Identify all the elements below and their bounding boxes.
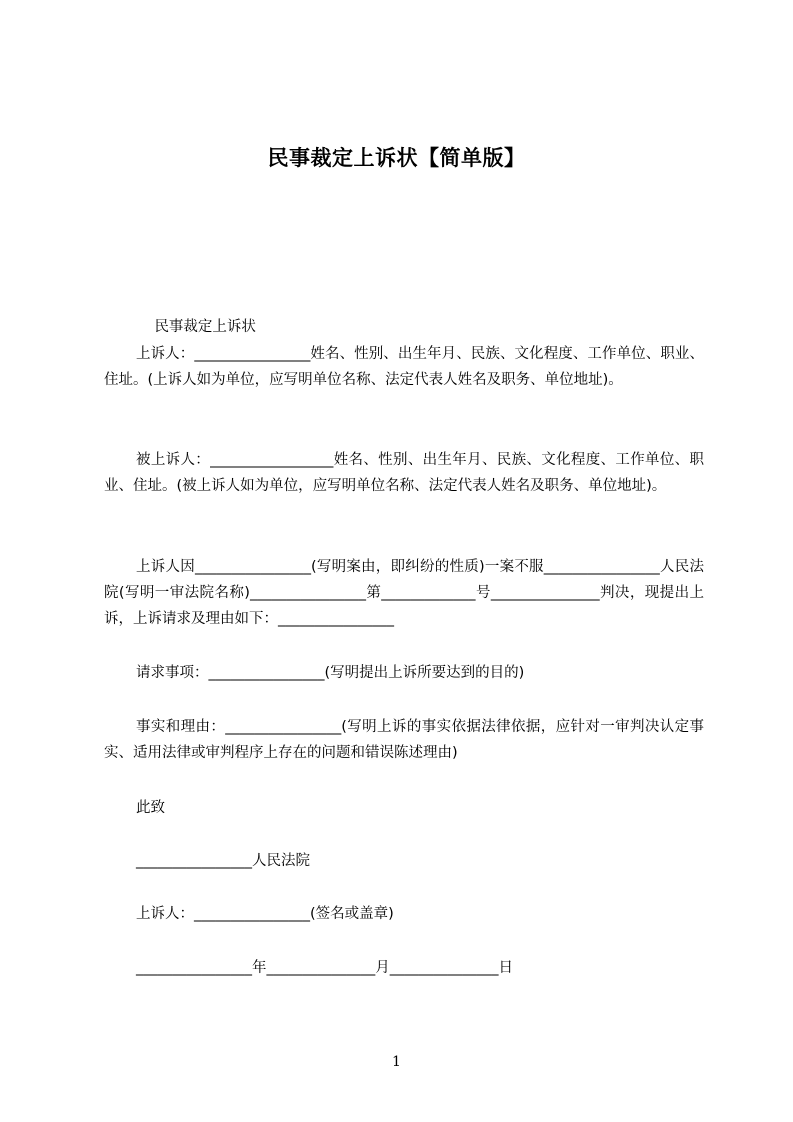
- page-number: 1: [392, 1054, 401, 1070]
- appellee-paragraph: 被上诉人：_________________姓名、性别、出生年月、民族、文化程度、工作单位、职业、住址。(被上诉人如为单位，应写明单位名称、法定代表人姓名及职务、单位地址)。: [104, 452, 704, 494]
- signature-line: 上诉人：________________(签名或盖章): [136, 906, 394, 922]
- request-paragraph: 请求事项：________________(写明提出上诉所要达到的目的): [136, 665, 525, 681]
- appellant-paragraph: 上诉人：________________姓名、性别、出生年月、民族、文化程度、工作单位、职业、住址。(上诉人如为单位，应写明单位名称、法定代表人姓名及职务、单位地址)。: [104, 346, 704, 388]
- court-line: ________________人民法院: [136, 853, 310, 869]
- facts-paragraph: 事实和理由：________________(写明上诉的事实依据法律依据，应针对一审判决认定事实、适用法律或审判程序上存在的问题和错误陈述理由): [104, 719, 704, 761]
- case-paragraph: 上诉人因________________(写明案由，即纠纷的性质)一案不服________________人民法院(写明一审法院名称)________________第_____________号_______________判决，现提出上诉，上诉请求及理由如下：________________: [104, 559, 704, 627]
- document-title: 民事裁定上诉状【简单版】: [267, 146, 526, 170]
- date-line: ________________年_______________月_______________日: [136, 960, 513, 976]
- heading-text: 民事裁定上诉状: [154, 319, 256, 335]
- salutation: 此致: [136, 800, 165, 816]
